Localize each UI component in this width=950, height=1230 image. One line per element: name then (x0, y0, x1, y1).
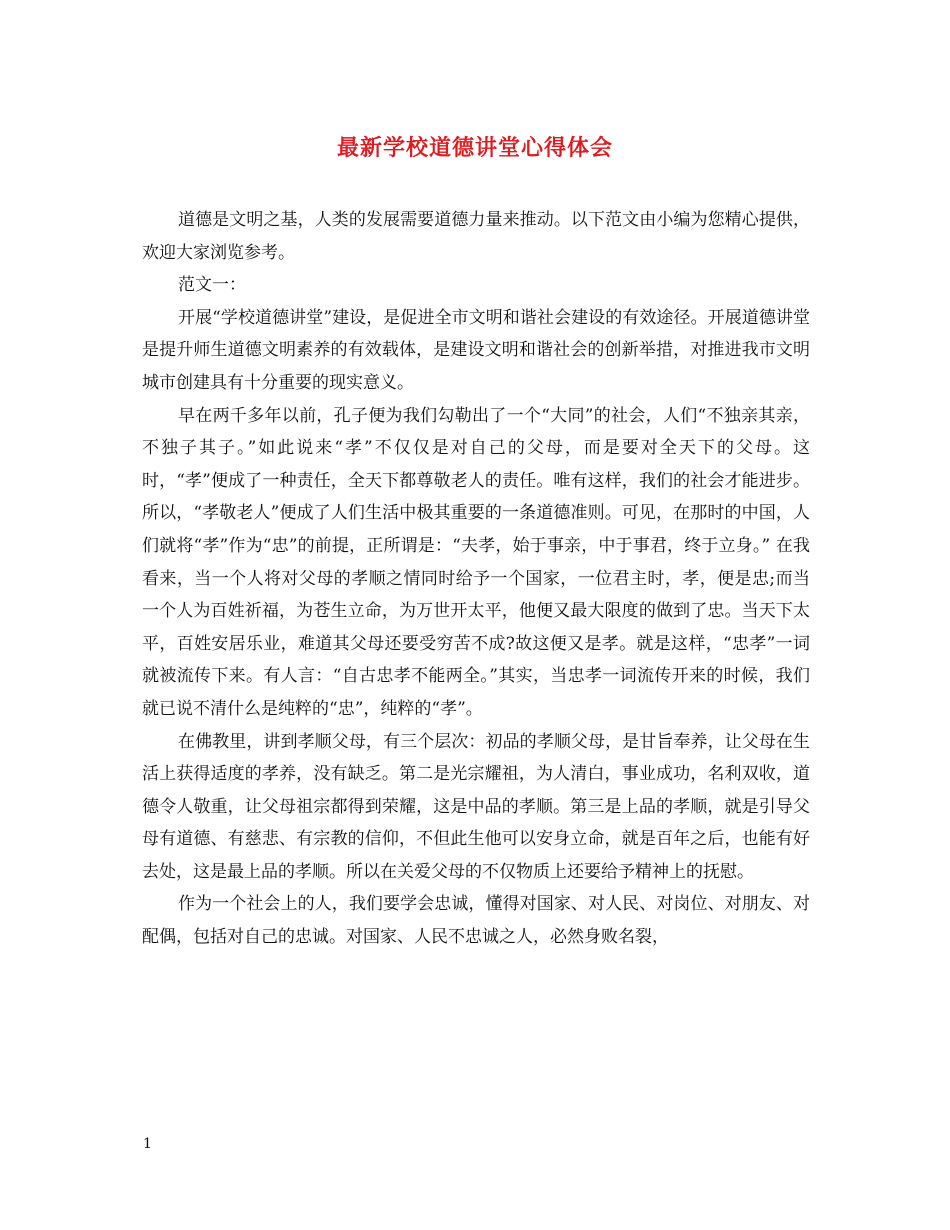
page-number: 1 (143, 1136, 152, 1152)
paragraph: 道德是文明之基，人类的发展需要道德力量来推动。以下范文由小编为您精心提供，欢迎大家浏览参考。 (142, 210, 810, 263)
paragraph: 早在两千多年以前，孔子便为我们勾勒出了一个“大同”的社会，人们“不独亲其亲，不独子其子。”如此说来“孝”不仅仅是对自己的父母，而是要对全天下的父母。这时，“孝”便成了一种责任，全天下都尊敬老人的责任。唯有这样，我们的社会才能进步。所以，“孝敬老人”便成了人们生活中极其重要的一条道德准则。可见，在那时的中国，人们就将“孝”作为“忠”的前提，正所谓是：“夫孝，始于事亲，中于事君，终于立身。” 在我看来，当一个人将对父母的孝顺之情同时给予一个国家，一位君主时，孝，便是忠;而当一个人为百姓祈福，为苍生立命，为万世开太平，他便又最大限度的做到了忠。当天下太平，百姓安居乐业，难道其父母还要受穷苦不成?故这便又是孝。就是这样，“忠孝”一词就被流传下来。有人言：“自古忠孝不能两全。”其实，当忠孝一词流传开来的时候，我们就已说不清什么是纯粹的“忠”，纯粹的“孝”。 (142, 405, 810, 719)
page-title: 最新学校道德讲堂心得体会 (336, 135, 613, 161)
paragraph: 在佛教里，讲到孝顺父母，有三个层次：初品的孝顺父母，是甘旨奉养，让父母在生活上获得适度的孝养，没有缺乏。第二是光宗耀祖，为人清白，事业成功，名利双收，道德令人敬重，让父母祖宗都得到荣耀，这是中品的孝顺。第三是上品的孝顺，就是引导父母有道德、有慈悲、有宗教的信仰，不但此生他可以安身立命，就是百年之后，也能有好去处，这是最上品的孝顺。所以在关爱父母的不仅物质上还要给予精神上的抚慰。 (142, 731, 810, 882)
document-body (142, 204, 810, 954)
paragraph: 开展“学校道德讲堂”建设，是促进全市文明和谐社会建设的有效途径。开展道德讲堂是提升师生道德文明素养的有效载体，是建设文明和谐社会的创新举措，对推进我市文明城市创建具有十分重要的现实意义。 (142, 307, 810, 393)
paragraph: 范文一： (178, 275, 246, 296)
paragraph: 作为一个社会上的人，我们要学会忠诚，懂得对国家、对人民、对岗位、对朋友、对配偶，包括对自己的忠诚。对国家、人民不忠诚之人，必然身败名裂， (142, 894, 810, 948)
